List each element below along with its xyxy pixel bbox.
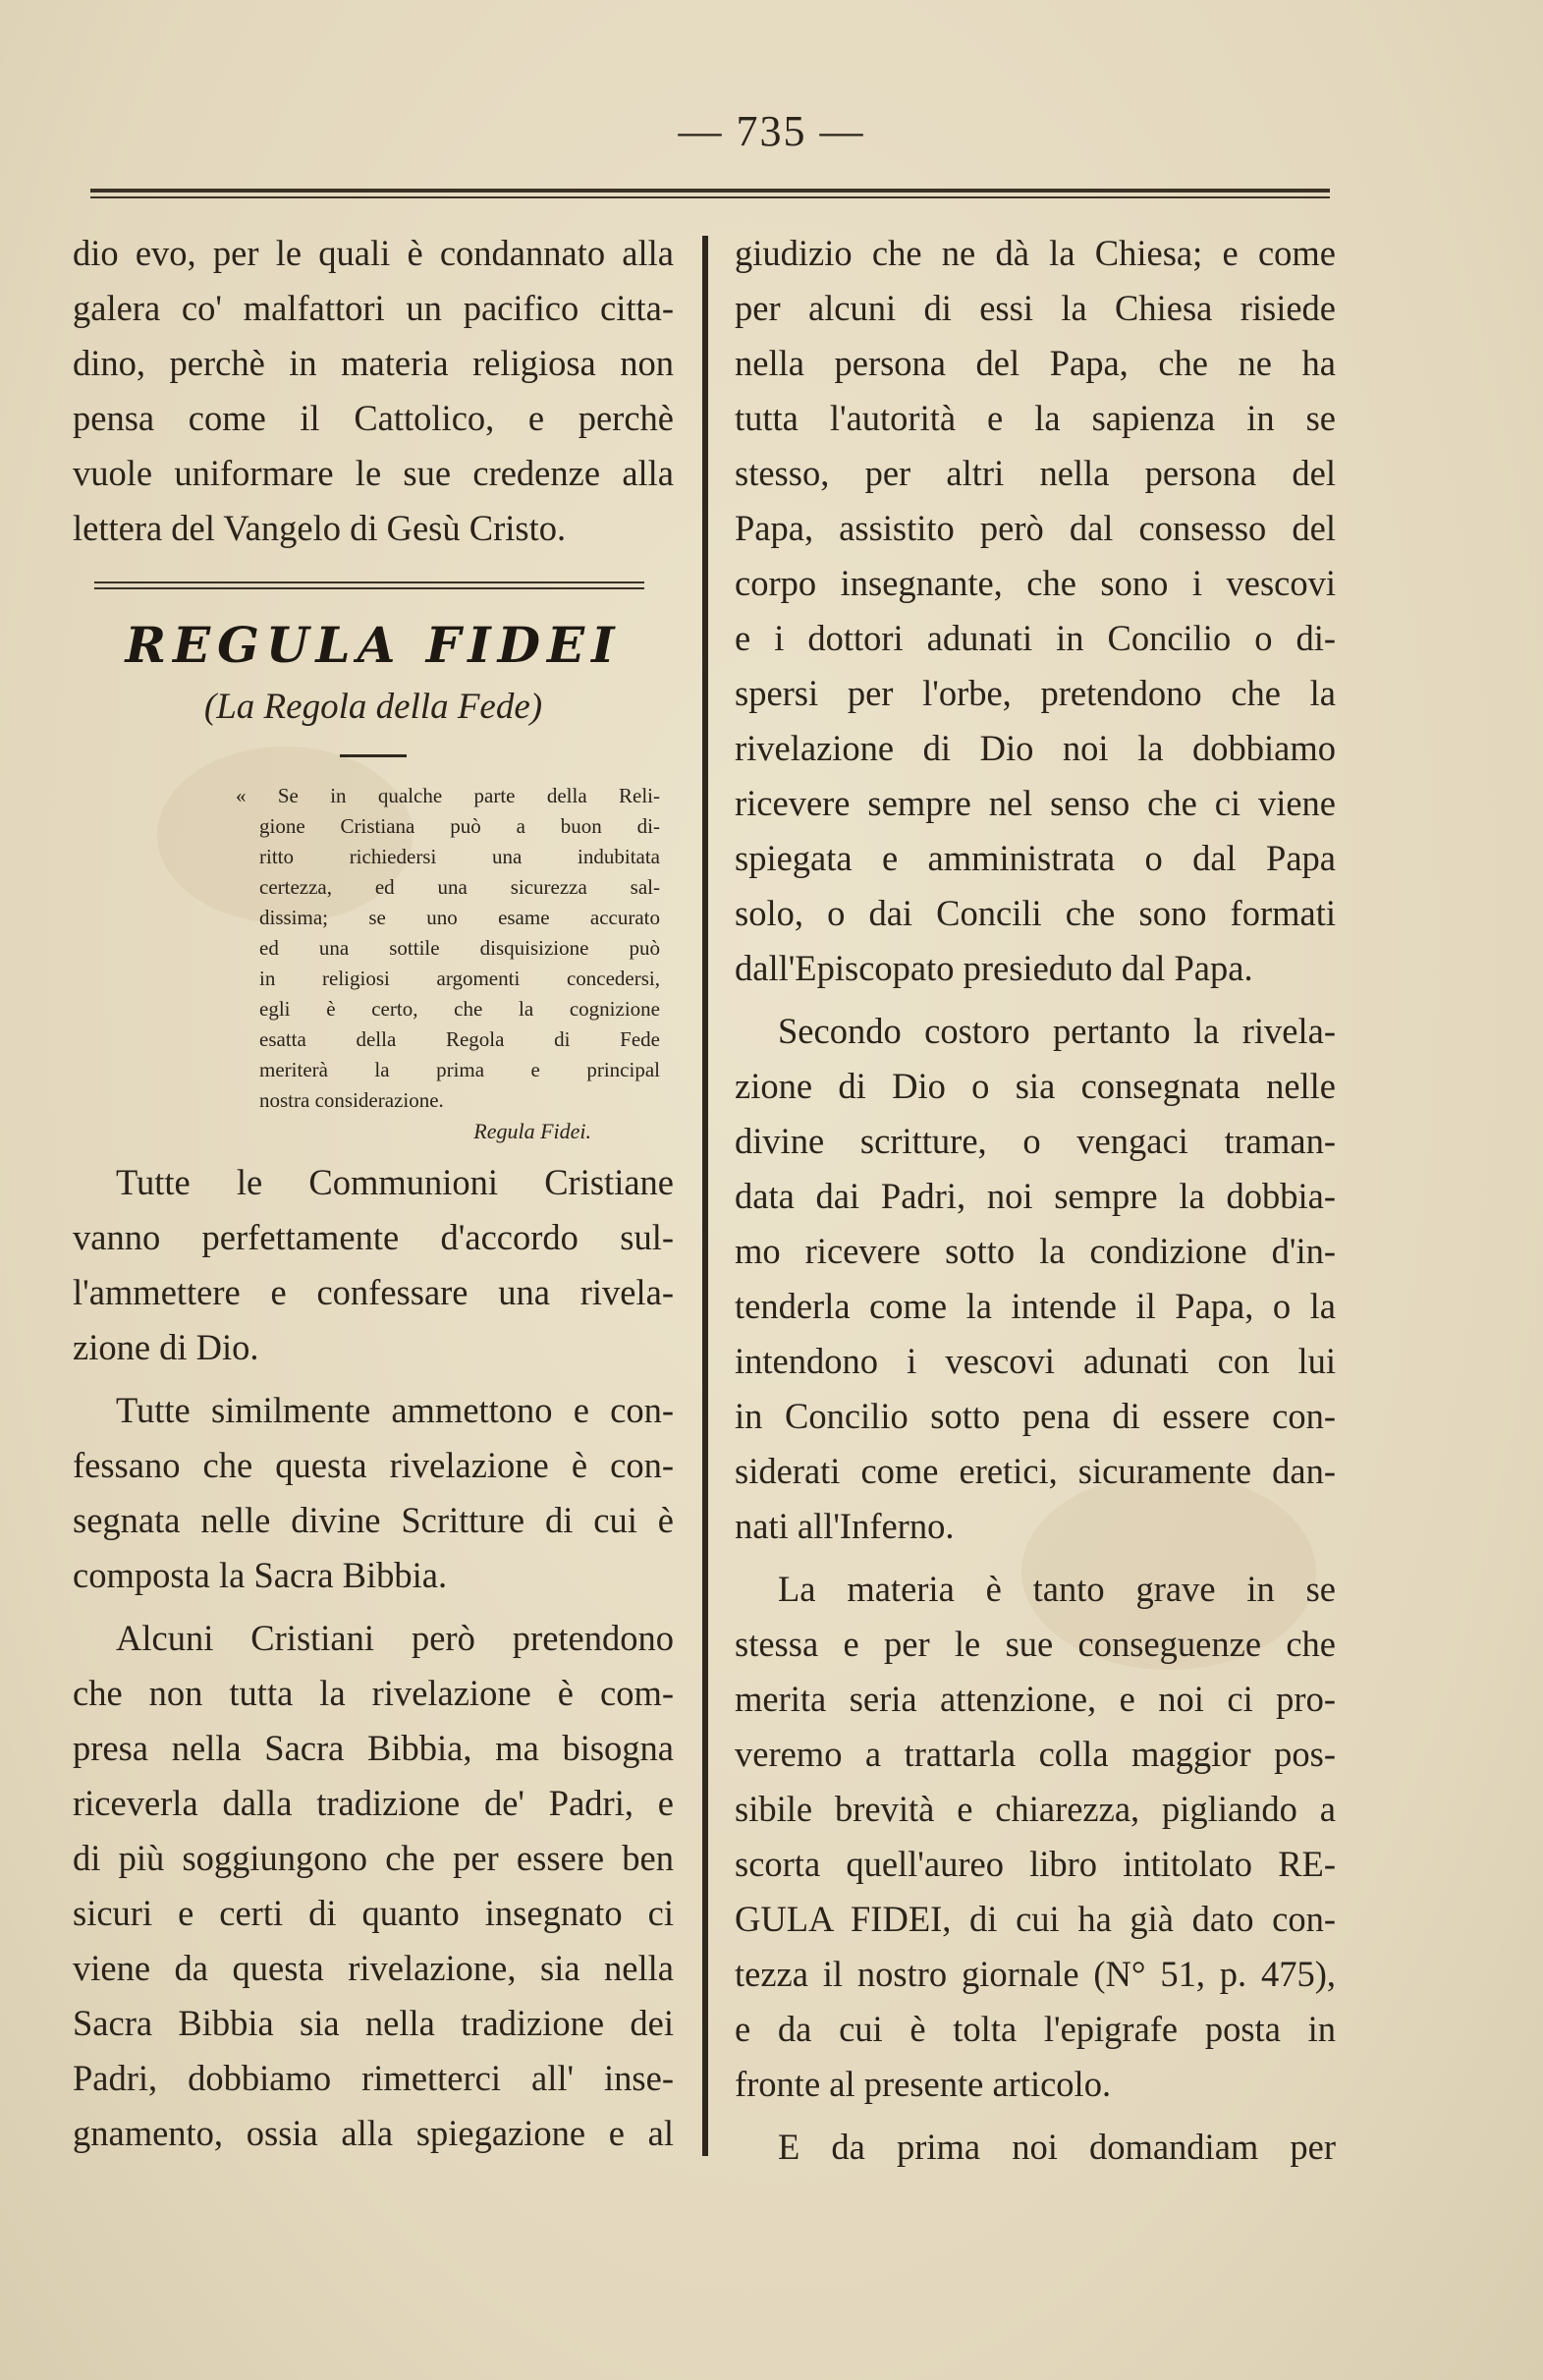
epigraph-line: dissima; se uno esame accurato [259, 906, 660, 929]
text-line: segnata nelle divine Scritture di cui è [73, 1500, 674, 1540]
text-line: Alcuni Cristiani però pretendono [116, 1618, 674, 1658]
text-line: fronte al presente articolo. [735, 2064, 1112, 2104]
text-line: fessano che questa rivelazione è con- [73, 1445, 674, 1485]
text-line: vuole uniformare le sue credenze alla [73, 453, 674, 493]
text-line: riceverla dalla tradizione de' Padri, e [73, 1783, 674, 1823]
text-line: e da cui è tolta l'epigrafe posta in [735, 2009, 1336, 2049]
text-line: spiegata e amministrata o dal Papa [735, 838, 1336, 878]
text-line: vanno perfettamente d'accordo sul- [73, 1217, 674, 1257]
text-line: tenderla come la intende il Papa, o la [735, 1286, 1336, 1326]
text-line: stesso, per altri nella persona del [735, 453, 1336, 493]
epigraph-line: nostra considerazione. [259, 1088, 444, 1112]
text-line: E da prima noi domandiam per [778, 2127, 1336, 2167]
article-subheading: (La Regola della Fede) [203, 687, 543, 727]
spacer [735, 2112, 1336, 2120]
text-line: Tutte similmente ammettono e con- [116, 1390, 674, 1430]
short-divider [340, 754, 407, 757]
text-line: tezza il nostro giornale (N° 51, p. 475), [735, 1954, 1336, 1994]
left-paragraph-2-cont [73, 1210, 674, 1375]
text-line: Sacra Bibbia sia nella tradizione dei [73, 2003, 674, 2043]
text-line: Tutte le Communioni Cristiane [116, 1162, 674, 1202]
spacer [73, 1147, 674, 1155]
text-line: Papa, assistito però dal consesso del [735, 508, 1336, 548]
column-divider [702, 236, 708, 2156]
text-line: intendono i vescovi adunati con lui [735, 1341, 1336, 1381]
right-paragraph-1 [735, 226, 1336, 996]
text-line: pensa come il Cattolico, e perchè [73, 398, 674, 438]
text-line: dall'Episcopato presieduto dal Papa. [735, 948, 1253, 988]
text-line: sicuri e certi di quanto insegnato ci [73, 1893, 674, 1933]
text-line: galera co' malfattori un pacifico citta- [73, 288, 674, 328]
text-line: La materia è tanto grave in se [778, 1569, 1336, 1609]
epigraph-line: meriterà la prima e principal [259, 1058, 660, 1081]
text-line: l'ammettere e confessare una rivela- [73, 1272, 674, 1312]
left-column [73, 226, 674, 2161]
text-line: zione di Dio o sia consegnata nelle [735, 1066, 1336, 1106]
right-paragraph-2 [735, 1004, 1336, 1059]
left-paragraph-2 [73, 1155, 674, 1210]
text-line: presa nella Sacra Bibbia, ma bisogna [73, 1728, 674, 1768]
text-line: stessa e per le sue conseguenze che [735, 1624, 1336, 1664]
epigraph-line: egli è certo, che la cognizione [259, 997, 660, 1021]
left-paragraph-3-cont [73, 1438, 674, 1603]
text-line: Secondo costoro pertanto la rivela- [778, 1011, 1336, 1051]
text-line: gnamento, ossia alla spiegazione e al [73, 2113, 674, 2153]
header-rule [90, 189, 1330, 198]
epigraph-line: in religiosi argomenti concedersi, [259, 967, 660, 990]
text-line: dio evo, per le quali è condannato alla [73, 233, 674, 273]
text-line: nati all'Inferno. [735, 1506, 955, 1546]
spacer [735, 1554, 1336, 1562]
text-line: lettera del Vangelo di Gesù Cristo. [73, 508, 567, 548]
left-paragraph-1 [73, 226, 674, 556]
text-line: e i dottori adunati in Concilio o di- [735, 618, 1336, 658]
text-line: siderati come eretici, sicuramente dan- [735, 1451, 1336, 1491]
epigraph-line: certezza, ed una sicurezza sal- [259, 875, 660, 899]
text-line: corpo insegnante, che sono i vescovi [735, 563, 1336, 603]
epigraph-line: ritto richiedersi una indubitata [259, 845, 660, 868]
right-paragraph-3 [735, 1562, 1336, 1617]
text-line: per alcuni di essi la Chiesa risiede [735, 288, 1336, 328]
epigraph-source: Regula Fidei. [473, 1119, 591, 1143]
text-line: giudizio che ne dà la Chiesa; e come [735, 233, 1336, 273]
text-line: GULA FIDEI, di cui ha già dato con- [735, 1899, 1336, 1939]
right-column [735, 226, 1336, 2175]
text-line: mo ricevere sotto la condizione d'in- [735, 1231, 1336, 1271]
text-line: viene da questa rivelazione, sia nella [73, 1948, 674, 1988]
text-line: sibile brevità e chiarezza, pigliando a [735, 1789, 1336, 1829]
spacer [73, 1375, 674, 1383]
epigraph [236, 781, 660, 1147]
text-line: dino, perchè in materia religiosa non [73, 343, 674, 383]
epigraph-line: esatta della Regola di Fede [259, 1027, 660, 1051]
spacer [735, 996, 1336, 1004]
text-line: scorta quell'aureo libro intitolato RE- [735, 1844, 1336, 1884]
text-line: solo, o dai Concili che sono formati [735, 893, 1336, 933]
right-paragraph-2-cont [735, 1059, 1336, 1554]
epigraph-line: gione Cristiana può a buon di- [259, 814, 660, 838]
text-line: composta la Sacra Bibbia. [73, 1555, 448, 1595]
text-line: data dai Padri, noi sempre la dobbia- [735, 1176, 1336, 1216]
right-paragraph-3-cont [735, 1617, 1336, 2112]
text-line: zione di Dio. [73, 1327, 259, 1367]
spacer [73, 1603, 674, 1611]
page-number: — 735 — [678, 107, 865, 155]
text-line: merita seria attenzione, e noi ci pro- [735, 1679, 1336, 1719]
text-line: Padri, dobbiamo rimetterci all' inse- [73, 2058, 674, 2098]
text-line: in Concilio sotto pena di essere con- [735, 1396, 1336, 1436]
epigraph-line: « Se in qualche parte della Reli- [236, 784, 660, 807]
text-line: ricevere sempre nel senso che ci viene [735, 783, 1336, 823]
right-paragraph-4 [735, 2120, 1336, 2175]
text-line: tutta l'autorità e la sapienza in se [735, 398, 1336, 438]
text-line: spersi per l'orbe, pretendono che la [735, 673, 1336, 713]
left-paragraph-4-cont [73, 1666, 674, 2161]
text-line: nella persona del Papa, che ne ha [735, 343, 1336, 383]
left-paragraph-3 [73, 1383, 674, 1438]
text-line: veremo a trattarla colla maggior pos- [735, 1734, 1336, 1774]
left-paragraph-4 [73, 1611, 674, 1666]
text-line: rivelazione di Dio noi la dobbiamo [735, 728, 1336, 768]
text-line: che non tutta la rivelazione è com- [73, 1673, 674, 1713]
epigraph-line: ed una sottile disquisizione può [259, 936, 660, 960]
article-heading: REGULA FIDEI [125, 616, 622, 674]
text-line: divine scritture, o vengaci traman- [735, 1121, 1336, 1161]
section-rule [94, 581, 644, 589]
text-line: di più soggiungono che per essere ben [73, 1838, 674, 1878]
